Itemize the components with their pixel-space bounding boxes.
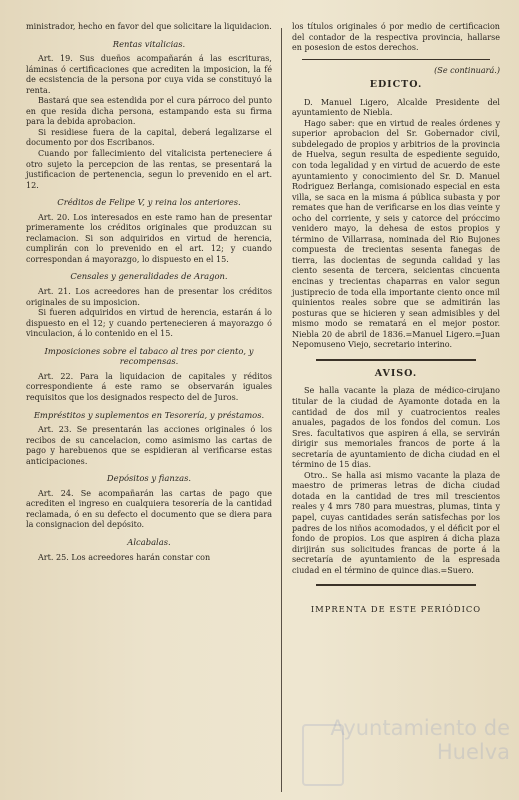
edicto-issuer: D. Manuel Ligero, Alcalde Presidente del ayuntamiento de Niebla. [292, 97, 500, 118]
article-24: Art. 24. Se acompañarán las cartas de pago que acrediten el ingreso en cualquiera tesorería de la cantidad reclamada, ó en su defecto el documento que se diera para la consignacion del depósito. [26, 488, 272, 530]
left-intro: ministrador, hecho en favor del que solicitare la liquidacion. [26, 22, 272, 31]
continuara-note: (Se continuará.) [434, 65, 500, 75]
separator-rule-bottom [316, 584, 476, 586]
archive-watermark: Ayuntamiento de Huelva [330, 716, 510, 764]
heading-aviso: AVISO. [374, 367, 418, 379]
heading-censales-aragon: Censales y generalidades de Aragon. [70, 271, 228, 282]
heading-emprestitos: Empréstitos y suplementos en Tesorería, y préstamos. [33, 409, 265, 420]
column-divider [281, 28, 282, 792]
article-19: Art. 19. Sus dueños acompañarán á las escrituras, láminas ó certificaciones que acrediten la imposicion, la fé de ecsistencia de la persona por cuya vida se constituyó la renta. [26, 54, 272, 95]
heading-depositos-fianzas: Depósitos y fianzas. [106, 473, 192, 484]
aviso-maestro: Otro.. Se halla asi mismo vacante la plaza de maestro de primeras letras de dicha ciudad dotada en la cantidad de tres mil trescientos reales y 4 mrs 780 para muestras, plumas, tinta y papel, cuyas cantidades serán satisfechas por los padres de los niños acomodados, y el déficit por el fondo de propios. Los que aspiren á dicha plaza dirijirán sus solicitudes francas de porte á la secretaría de ayuntamiento de la espresada ciudad en el término de quince dias.=Suero. [292, 470, 500, 575]
article-20: Art. 20. Los interesados en este ramo han de presentar primeramente los créditos originales que produzcan su reclamacion. Si son adquiridos en virtud de herencia, cumplirán con lo prevenido en el art. 12; y cuando correspondan á mayorazgo, lo dispuesto en el 15. [26, 212, 272, 264]
article-21-paragraph-2: Si fueren adquiridos en virtud de herencia, estarán á lo dispuesto en el 12; y cuando pertenecieren á mayorazgo ó vinculacion, á lo contenido en el 15. [26, 308, 272, 339]
left-column [26, 22, 272, 563]
aviso-medico: Se halla vacante la plaza de médico-cirujano titular de la ciudad de Ayamonte dotada en la cantidad de dos mil y cuatrocientos reales anuales, pagados de los fondos del comun. Los Sres. facultativos que aspiren á ella, se servirán dirigir sus memoriales francos de porte á la secretaría de ayuntamiento de dicha ciudad en el término de 15 dias. [292, 386, 500, 470]
article-19-paragraph-2: Bastará que sea estendida por el cura párroco del punto en que resida dicha persona, estampando esta su firma para la debida aprobacion. [26, 96, 272, 127]
heading-rentas-vitalicias: Rentas vitalicias. [112, 38, 186, 49]
heading-imposiciones-tabaco: Imposiciones sobre el tabaco al tres por ciento, y recompensas. [44, 345, 254, 367]
right-intro: los títulos originales ó por medio de certificacion del contador de la respectiva provincia, hallarse en posesion de estos derechos. [292, 22, 500, 53]
heading-creditos-felipe-v: Créditos de Felipe V, y reina los anteriores. [57, 197, 241, 208]
article-23: Art. 23. Se presentarán las acciones originales ó los recibos de su cancelacion, como asimismo las cartas de pago y harebuenos que se espidieran al verificarse estas anticipaciones. [26, 425, 272, 466]
separator-rule [302, 59, 490, 60]
right-column [292, 22, 500, 615]
article-19-paragraph-3: Si residiese fuera de la capital, deberá legalizarse el documento por dos Escribanos. [26, 127, 272, 148]
heading-edicto: EDICTO. [369, 79, 423, 91]
archive-logo-icon [302, 724, 344, 786]
separator-rule-thick [316, 359, 476, 361]
heading-alcabalas: Alcabalas. [127, 536, 171, 547]
article-22: Art. 22. Para la liquidacion de capitales y réditos correspondiente á este ramo se observarán iguales requisitos que los designados respecto del de Juros. [26, 371, 272, 402]
article-25: Art. 25. Los acreedores harán constar con [38, 552, 211, 562]
article-19-paragraph-4: Cuando por fallecimiento del vitalicista perteneciere á otro sujeto la percepcion de las rentas, se presentará la justificacion de pertenencia, segun lo prevenido en el art. 12. [26, 149, 272, 190]
imprint-line: IMPRENTA DE ESTE PERIÓDICO [310, 604, 482, 615]
edicto-body: Hago saber: que en virtud de reales órdenes y superior aprobacion del Sr. Gobernador civil, subdelegado de propios y arbitrios de la provincia de Huelva, segun resulta de espediente seguido, con toda legalidad y en virtud de acuerdo de este ayuntamiento y conocimiento del Sr. D. Manuel Rodriguez Berlanga, comisionado especial en esta villa, se saca en la misma á pública subasta y por remates que han de verificarse en los dias veinte y ocho del corriente, y seis y catorce del próccimo venidero mayo, la dehesa de estos propios y término de Villarrasa, nominada del Rio Bujones compuesta de trecientas sesenta fanegas de tierra, las docientas de segunda calidad y las ciento sesenta de tercera, seicientas cincuenta encinas y trecientas chaparras en valor segun justiprecio de toda ella importante ciento once mil quinientos reales sobre que se admitirán las posturas que se hicieren y sean admisibles y del mismo modo se rematará en el mejor postor. Niebla 20 de abril de 1836.=Manuel Ligero.=Juan Nepomuseno Viejo, secretario interino. [292, 118, 500, 350]
article-21: Art. 21. Los acreedores han de presentar los créditos originales de su imposicion. [26, 287, 272, 307]
